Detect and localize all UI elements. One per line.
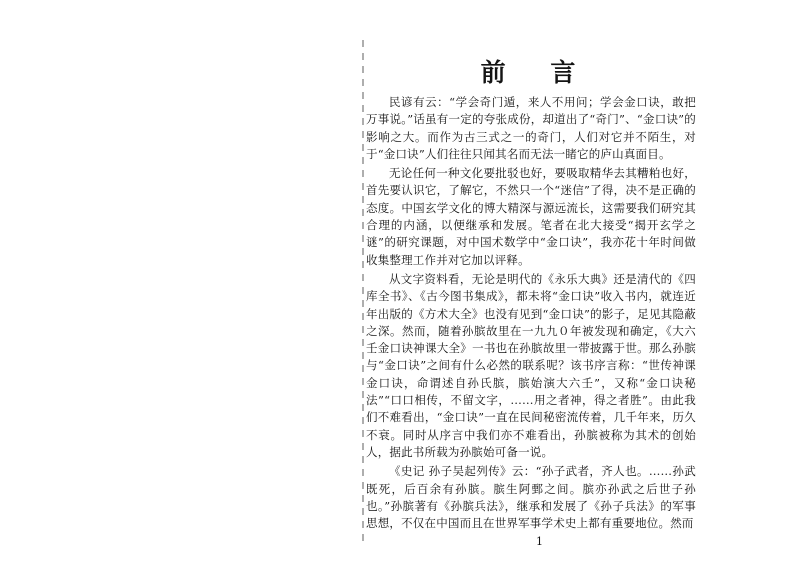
paragraph-4: 《史记 孙子吴起列传》云：“孙子武者，齐人也。……孙武既死，后百余有孙膑。膑生阿鄄之间。膑亦孙武之后世子孙也。”孙膑著有《孙膑兵法》，继承和发展了《孙子兵法》的军事思想，不仅在中国而且在世界军事学术史上都有重要地位。然而 [366, 464, 696, 531]
paragraph-1: 民谚有云：“学会奇门遁，来人不用问；学会金口诀，敢把万事说。”话虽有一定的夸张成份，却道出了“奇门”、“金口诀”的影响之大。而作为古三式之一的奇门，人们对它并不陌生，对于“金口诀”人们往往只闻其名而无法一睹它的庐山真面目。 [366, 95, 696, 161]
book-spine-divider [362, 40, 364, 545]
paragraph-2: 无论任何一种文化要批驳也好，要吸取精华去其糟粕也好，首先要认识它，了解它，不然只一个“迷信”了得，决不是正确的态度。中国玄学文化的博大精深与源远流长，这需要我们研究其合理的内涵，以便继承和发展。笔者在北大接受“揭开玄学之谜”的研究课题，对中国术数学中“金口诀”，我亦花十年时间做收集整理工作并对它加以评释。 [366, 166, 696, 267]
page-number: 1 [536, 535, 543, 548]
document-page [366, 58, 696, 558]
paragraph-3: 从文字资料看，无论是明代的《永乐大典》还是清代的《四库全书》、《古今图书集成》，都未将“金口诀”收入书内，就连近年出版的《方术大全》也没有见到“金口诀”的影子，足见其隐蔽之深。然而，随着孙膑故里在一九九０年被发现和确定，《大六壬金口诀神课大全》一书也在孙膑故里一带披露于世。那么孙膑与“金口诀”之间有什么必然的联系呢？该书序言称：“世传神课金口诀，命谓述自孙氏膑，膑始演大六壬”，又称“金口诀秘法”“口口相传，不留文字，……用之者神，得之者胜”。由此我们不难看出，“金口诀”一直在民间秘密流传着，几千年来，历久不衰。同时从序言中我们亦不难看出，孙膑被称为其术的创始人，据此书所载为孙膑始可备一说。 [366, 271, 696, 459]
body-text [366, 94, 696, 532]
page-title: 前 言 [480, 58, 594, 87]
